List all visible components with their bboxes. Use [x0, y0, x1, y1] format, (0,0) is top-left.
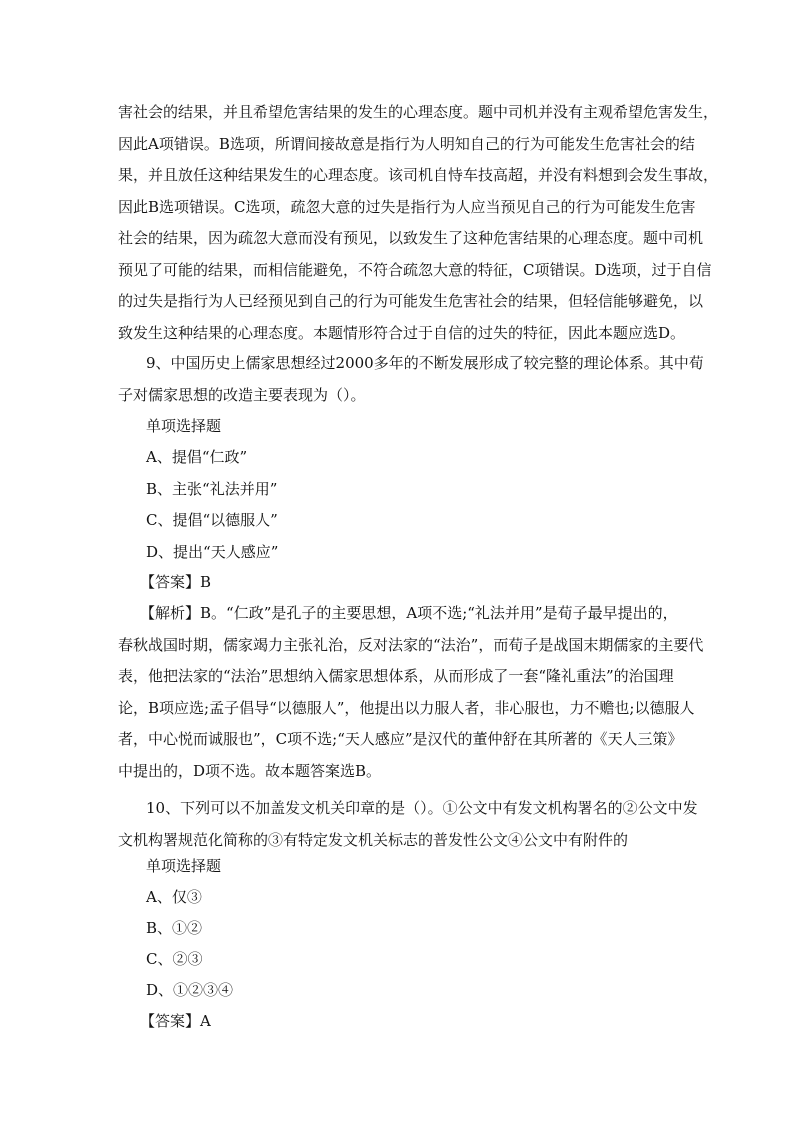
- text-line: 10、下列可以不加盖发文机关印章的是（）。①公文中有发文机构署名的②公文中发: [146, 799, 698, 817]
- text-line: 中提出的，D项不选。故本题答案选B。: [118, 761, 382, 780]
- q9-type: 单项选择题: [146, 417, 222, 435]
- q9-analysis: [118, 598, 704, 787]
- text-line: 因此B选项错误。C选项，疏忽大意的过失是指行为人应当预见自己的行为可能发生危害: [118, 197, 696, 216]
- text-line: 因此A项错误。B选项，所谓间接故意是指行为人明知自己的行为可能发生危害社会的结: [118, 134, 695, 153]
- text-line: 9、中国历史上儒家思想经过2000多年的不断发展形成了较完整的理论体系。其中荀: [146, 354, 704, 372]
- text-line: 社会的结果，因为疏忽大意而没有预见，以致发生了这种危害结果的心理态度。题中司机: [118, 229, 704, 247]
- text-line: 春秋战国时期，儒家竭力主张礼治，反对法家的“法治”，而荀子是战国末期儒家的主要代: [118, 635, 704, 654]
- q10-answer: 【答案】A: [140, 1012, 211, 1030]
- text-line: 预见了可能的结果，而相信能避免，不符合疏忽大意的特征，C项错误。D选项，过于自信: [118, 260, 712, 279]
- q9-option-d: D、提出“天人感应”: [146, 543, 279, 561]
- q10-option-a: A、仅③: [146, 888, 202, 906]
- prev-explanation: [118, 97, 719, 349]
- q9-option-b: B、主张“礼法并用”: [146, 480, 278, 498]
- q9-option-a: A、提倡“仁政”: [146, 448, 248, 466]
- text-line: 果，并且放任这种结果发生的心理态度。该司机自恃车技高超，并没有料想到会发生事故，: [118, 166, 719, 184]
- text-line: 表，他把法家的“法治”思想纳入儒家思想体系，从而形成了一套“隆礼重法”的治国理: [118, 667, 674, 685]
- q9-stem: [118, 348, 704, 411]
- q10-stem: [118, 793, 698, 856]
- q10-option-c: C、②③: [146, 950, 203, 968]
- text-line: 致发生这种结果的心理态度。本题情形符合过于自信的过失的特征，因此本题应选D。: [118, 323, 686, 342]
- text-line: 害社会的结果，并且希望危害结果的发生的心理态度。题中司机并没有主观希望危害发生，: [118, 103, 719, 121]
- q10-option-d: D、①②③④: [146, 981, 234, 999]
- text-line: 子对儒家思想的改造主要表现为（）。: [118, 385, 366, 404]
- q9-option-c: C、提倡“以德服人”: [146, 511, 278, 529]
- q10-type: 单项选择题: [146, 857, 222, 875]
- text-line: 文机构署规范化简称的③有特定发文机关标志的普发性公文④公文中有附件的: [118, 830, 629, 849]
- q10-option-b: B、①②: [146, 919, 203, 937]
- q9-answer: 【答案】B: [140, 573, 212, 591]
- text-line: 的过失是指行为人已经预见到自己的行为可能发生危害社会的结果，但轻信能够避免，以: [118, 292, 704, 310]
- text-line: 【解析】B。“仁政”是孔子的主要思想，A项不选;“礼法并用”是荀子最早提出的，: [140, 604, 678, 622]
- text-line: 者，中心悦而诚服也”，C项不选;“天人感应”是汉代的董仲舒在其所著的《天人三策》: [118, 730, 683, 748]
- text-line: 论，B项应选;孟子倡导“以德服人”，他提出以力服人者，非心服也，力不赡也;以德服人: [118, 698, 695, 717]
